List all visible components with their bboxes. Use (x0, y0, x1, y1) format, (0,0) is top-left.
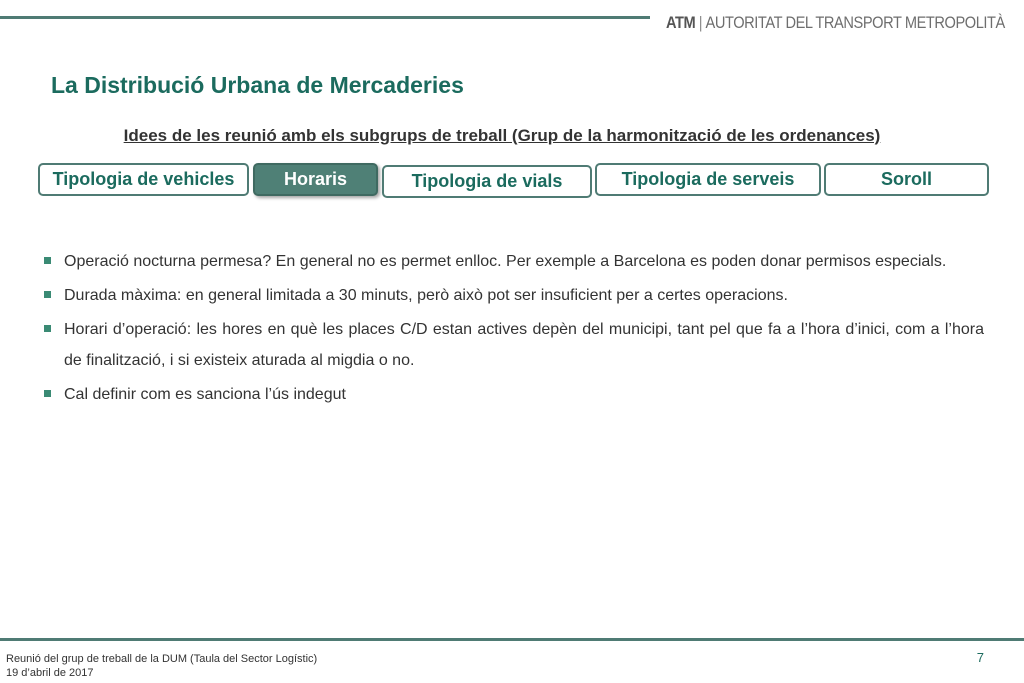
tab-tipologia-serveis[interactable]: Tipologia de serveis (595, 163, 821, 196)
page-title: La Distribució Urbana de Mercaderies (51, 72, 464, 98)
bullet-square-icon (44, 325, 51, 332)
footer-meeting: Reunió del grup de treball de la DUM (Taula del Sector Logístic) (6, 653, 318, 665)
list-item (44, 246, 984, 277)
bullet-square-icon (44, 390, 51, 397)
tab-tipologia-vials[interactable]: Tipologia de vials (382, 165, 592, 198)
tab-horaris[interactable]: Horaris (253, 163, 378, 196)
footer-text (6, 652, 317, 680)
brand-separator: | (698, 13, 703, 32)
brand-name: AUTORITAT DEL TRANSPORT METROPOLITÀ (705, 13, 1005, 32)
bullet-square-icon (44, 291, 51, 298)
footer-date: 19 d’abril de 2017 (6, 667, 94, 679)
tab-soroll[interactable]: Soroll (824, 163, 989, 196)
list-item (44, 280, 984, 311)
bullet-text: Horari d’operació: les hores en què les places C/D estan actives depèn del municipi, tant pel que fa a l’hora d’inici, com a l’hora de finalització, i si existeix aturada al migdia o no. (64, 321, 984, 369)
bullet-square-icon (44, 257, 51, 264)
bullet-text: Operació nocturna permesa? En general no es permet enlloc. Per exemple a Barcelona es poden donar permisos especials. (64, 253, 947, 270)
list-item (44, 379, 984, 410)
bullet-list (44, 246, 984, 413)
list-item (44, 314, 984, 376)
bullet-text: Durada màxima: en general limitada a 30 minuts, però això pot ser insuficient per a certes operacions. (64, 287, 788, 304)
footer-rule (0, 638, 1024, 641)
brand-logo (666, 13, 1005, 33)
subtitle: Idees de les reunió amb els subgrups de treball (Grup de la harmonització de les ordenances) (123, 126, 881, 145)
topic-tabs (0, 163, 1024, 203)
bullet-text: Cal definir com es sanciona l’ús indegut (64, 386, 346, 403)
page-number: 7 (976, 650, 984, 665)
brand-abbr: ATM (666, 13, 696, 32)
header-rule (0, 16, 650, 19)
tab-tipologia-vehicles[interactable]: Tipologia de vehicles (38, 163, 249, 196)
